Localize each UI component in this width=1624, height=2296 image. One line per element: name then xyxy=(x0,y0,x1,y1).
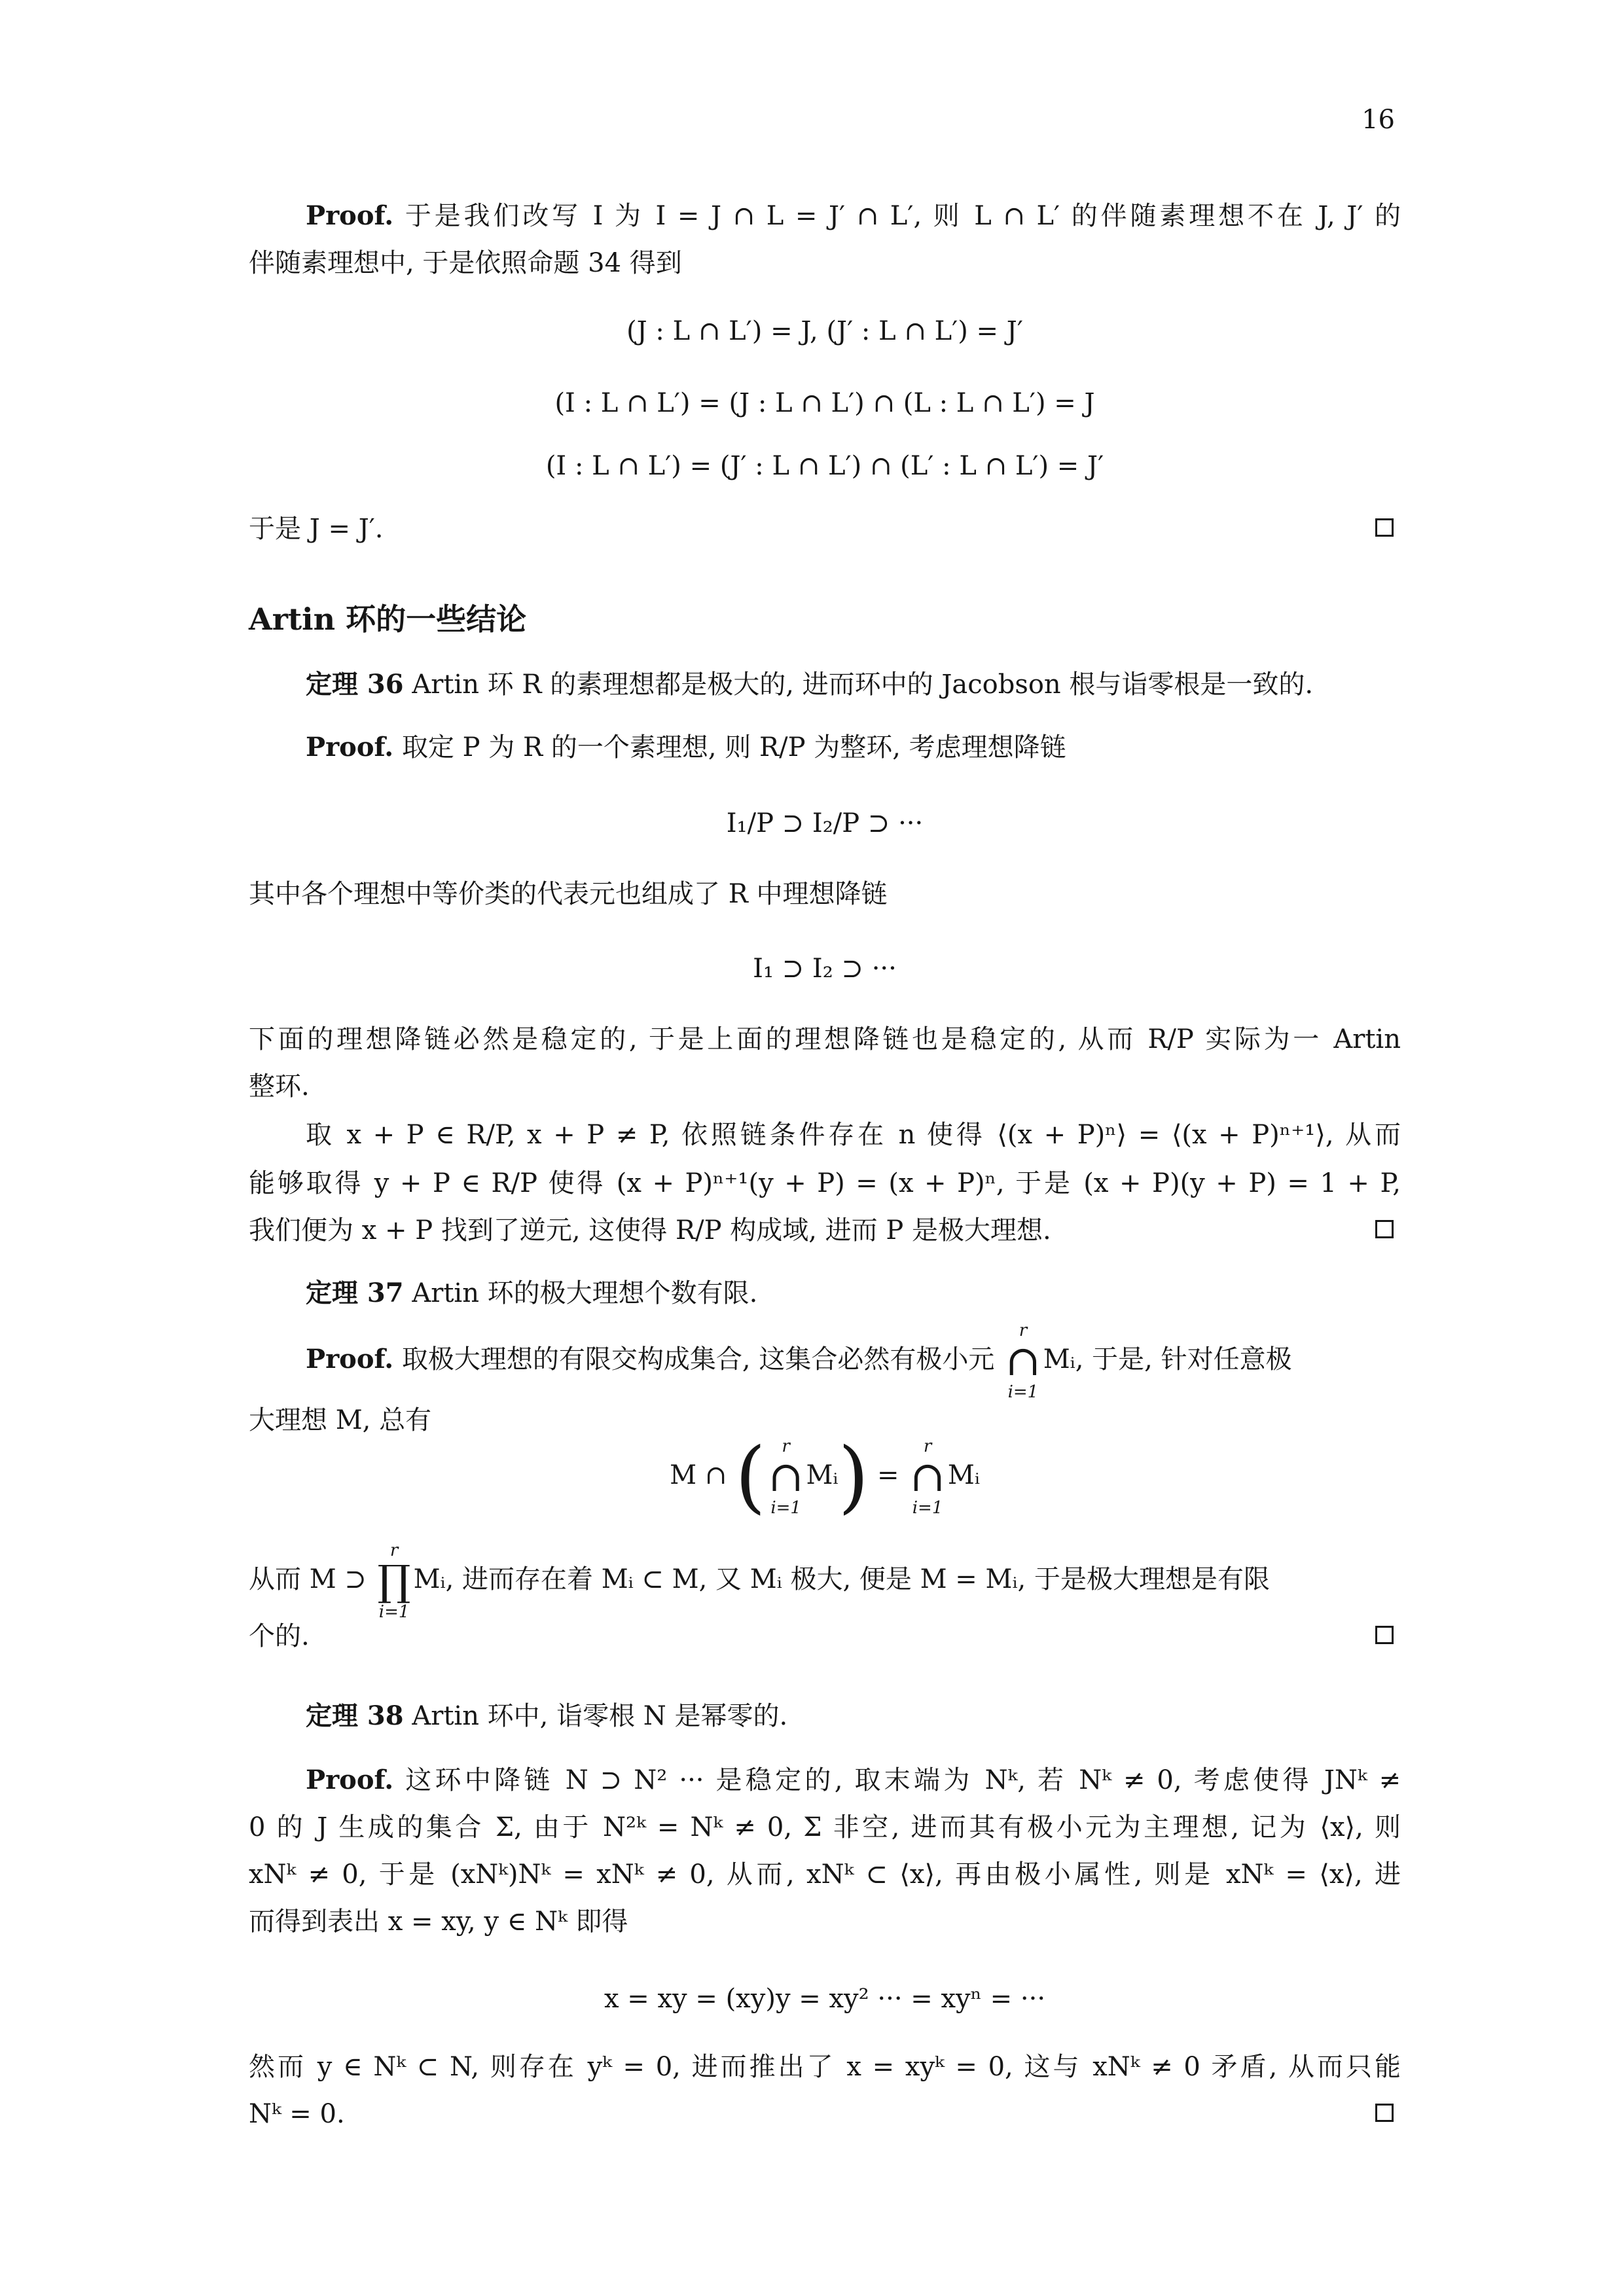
big-intersection xyxy=(1005,1321,1041,1402)
proof3-label: Proof. xyxy=(306,1344,394,1374)
qed-icon xyxy=(1375,2104,1394,2122)
proof2-line6: 能够取得 y + P ∈ R/P 使得 (x + P)ⁿ⁺¹(y + P) = (x + P)ⁿ, 于是 (x + P)(y + P) = 1 + P, xyxy=(249,1168,1401,1198)
proof2-text: 取定 P 为 R 的一个素理想, 则 R/P 为整环, 考虑理想降链 xyxy=(401,732,1066,762)
intersection-symbol: ∩ xyxy=(768,1453,804,1501)
proof4-line1 xyxy=(306,1762,1401,1799)
proof3-text-d: Mᵢ, 进而存在着 Mᵢ ⊂ M, 又 Mᵢ 极大, 便是 M = Mᵢ, 于是极大理想是有限 xyxy=(413,1564,1270,1594)
theorem38-text: Artin 环中, 诣零根 N 是幂零的. xyxy=(412,1701,788,1731)
proof4-text: 这环中降链 N ⊃ N² ··· 是稳定的, 取末端为 Nᵏ, 若 Nᵏ ≠ 0, 考虑使得 JNᵏ ≠ xyxy=(405,1765,1401,1795)
eq-mid: Mᵢ xyxy=(806,1460,839,1490)
big-intersection xyxy=(910,1437,945,1518)
lower-limit: i=1 xyxy=(770,1498,801,1518)
big-intersection xyxy=(768,1437,804,1518)
proof3-eq xyxy=(249,1429,1401,1521)
qed-icon xyxy=(1375,1220,1394,1238)
proof4-line5: 然而 y ∈ Nᵏ ⊂ N, 则存在 yᵏ = 0, 进而推出了 x = xyᵏ = 0, 这与 xNᵏ ≠ 0 矛盾, 从而只能 xyxy=(249,2052,1401,2082)
proof4-label: Proof. xyxy=(306,1765,394,1795)
proof2-eq1: I₁/P ⊃ I₂/P ⊃ ··· xyxy=(726,808,924,838)
upper-limit: r xyxy=(782,1437,790,1456)
theorem37-text: Artin 环的极大理想个数有限. xyxy=(412,1278,758,1308)
right-paren: ) xyxy=(838,1431,869,1522)
eq-right: Mᵢ xyxy=(947,1460,980,1490)
section-title: Artin 环的一些结论 xyxy=(249,601,527,637)
theorem36-text: Artin 环 R 的素理想都是极大的, 进而环中的 Jacobson 根与诣零根是一致的. xyxy=(412,670,1314,700)
proof2-label: Proof. xyxy=(306,732,394,762)
proof1-line2: 伴随素理想中, 于是依照命题 34 得到 xyxy=(249,248,682,278)
proof3-line4: 个的. xyxy=(249,1621,310,1651)
proof1-label: Proof. xyxy=(306,200,394,231)
proof1-eq3: (I : L ∩ L′) = (J′ : L ∩ L′) ∩ (L′ : L ∩ L′) = J′ xyxy=(545,451,1104,481)
eq-left: M ∩ xyxy=(670,1460,727,1490)
proof2-line5: 取 x + P ∈ R/P, x + P ≠ P, 依照链条件存在 n 使得 ⟨(x + P)ⁿ⟩ = ⟨(x + P)ⁿ⁺¹⟩, 从而 xyxy=(306,1120,1401,1150)
qed-icon xyxy=(1375,1626,1394,1644)
proof2-line3: 下面的理想降链必然是稳定的, 于是上面的理想降链也是稳定的, 从而 R/P 实际为一 Artin xyxy=(249,1024,1401,1054)
upper-limit: r xyxy=(1019,1321,1028,1340)
proof4-line6: Nᵏ = 0. xyxy=(249,2099,345,2129)
lower-limit: i=1 xyxy=(912,1498,943,1518)
upper-limit: r xyxy=(389,1541,399,1560)
upper-limit: r xyxy=(923,1437,932,1456)
qed-icon xyxy=(1375,518,1394,537)
theorem38 xyxy=(306,1698,1401,1734)
eq-equals: = xyxy=(877,1460,899,1490)
proof3-line1 xyxy=(306,1318,1401,1401)
proof1-conclusion: 于是 J = J′. xyxy=(249,514,384,544)
product-symbol: ∏ xyxy=(377,1557,411,1605)
intersection-symbol: ∩ xyxy=(1005,1337,1041,1386)
theorem37-label: 定理 37 xyxy=(306,1278,404,1308)
theorem36 xyxy=(306,666,1401,703)
proof4-line2: 0 的 J 生成的集合 Σ, 由于 N²ᵏ = Nᵏ ≠ 0, Σ 非空, 进而其有极小元为主理想, 记为 ⟨x⟩, 则 xyxy=(249,1812,1401,1842)
proof1-eq2: (I : L ∩ L′) = (J : L ∩ L′) ∩ (L : L ∩ L′) = J xyxy=(554,388,1095,418)
proof4-eq: x = xy = (xy)y = xy² ··· = xyⁿ = ··· xyxy=(604,1984,1046,2014)
page-number: 16 xyxy=(1362,105,1395,135)
theorem36-label: 定理 36 xyxy=(306,669,404,700)
theorem38-label: 定理 38 xyxy=(306,1700,404,1731)
lower-limit: i=1 xyxy=(378,1602,410,1622)
proof2-line7: 我们便为 x + P 找到了逆元, 这使得 R/P 构成域, 进而 P 是极大理想. xyxy=(249,1215,1051,1246)
proof3-line3 xyxy=(249,1538,1401,1621)
proof1-text: 于是我们改写 I 为 I = J ∩ L = J′ ∩ L′, 则 L ∩ L′ 的伴随素理想不在 J, J′ 的 xyxy=(405,201,1401,231)
proof2-line1 xyxy=(306,729,1401,766)
proof1-eq1: (J : L ∩ L′) = J, (J′ : L ∩ L′) = J′ xyxy=(626,316,1023,346)
proof4-line3: xNᵏ ≠ 0, 于是 (xNᵏ)Nᵏ = xNᵏ ≠ 0, 从而, xNᵏ ⊂ ⟨x⟩, 再由极小属性, 则是 xNᵏ = ⟨x⟩, 进 xyxy=(249,1859,1401,1890)
proof3-text-b: Mᵢ, 于是, 针对任意极 xyxy=(1043,1344,1292,1374)
left-paren: ( xyxy=(735,1431,766,1522)
proof2-line2: 其中各个理想中等价类的代表元也组成了 R 中理想降链 xyxy=(249,879,888,909)
big-product xyxy=(378,1541,411,1622)
proof1-line1 xyxy=(306,198,1401,234)
proof2-eq2: I₁ ⊃ I₂ ⊃ ··· xyxy=(753,954,897,984)
lower-limit: i=1 xyxy=(1007,1382,1039,1402)
proof2-line4: 整环. xyxy=(249,1071,310,1102)
theorem37 xyxy=(306,1275,1401,1312)
proof4-line4: 而得到表出 x = xy, y ∈ Nᵏ 即得 xyxy=(249,1907,628,1937)
proof3-text-c: 从而 M ⊃ xyxy=(249,1564,367,1594)
proof3-line2: 大理想 M, 总有 xyxy=(249,1405,432,1435)
proof3-text-a: 取极大理想的有限交构成集合, 这集合必然有极小元 xyxy=(401,1344,995,1374)
intersection-symbol: ∩ xyxy=(910,1453,945,1501)
